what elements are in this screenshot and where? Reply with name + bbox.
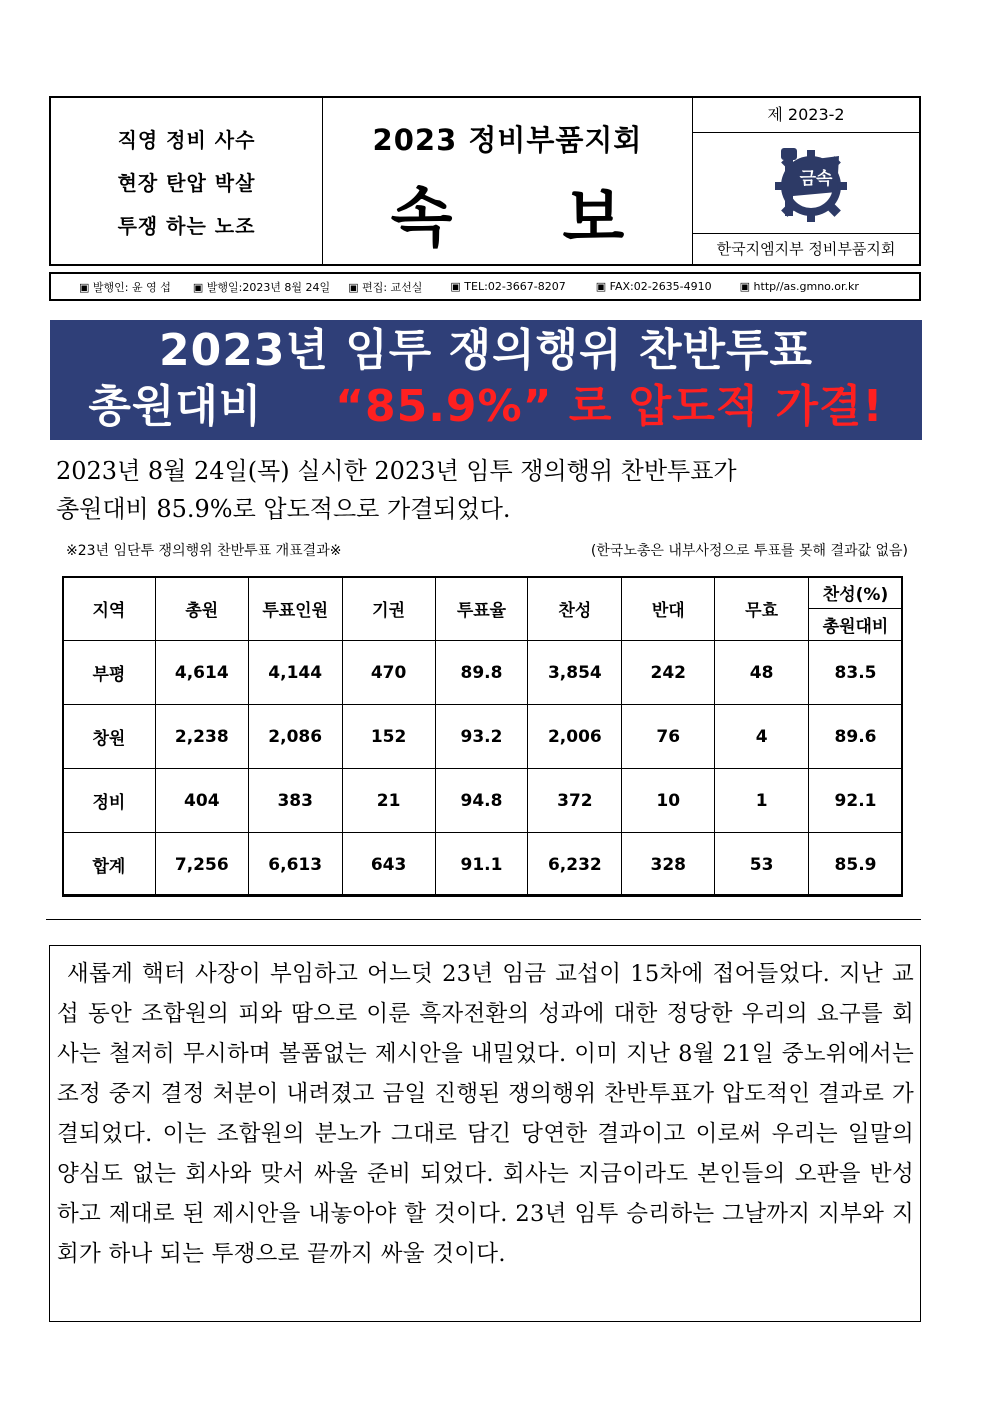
union-logo: [693, 133, 919, 233]
cell-total: 2,238: [155, 705, 248, 769]
headline-white-text: 총원대비: [88, 381, 263, 432]
fax: ▣ FAX:02-2635-4910: [595, 280, 712, 293]
header-yes: 찬성: [528, 577, 622, 641]
cell-abstain: 21: [342, 769, 435, 833]
table-row: [63, 769, 903, 833]
branch-name: 한국지엠지부 정비부품지회: [693, 233, 919, 264]
lead-line-2: 총원대비 85.9%로 압도적으로 가결되었다.: [56, 495, 511, 523]
website-link[interactable]: ▣ http//as.gmno.or.kr: [739, 280, 859, 293]
cell-no: 242: [622, 641, 715, 705]
table-row-total: [63, 833, 903, 897]
vote-results-table: [62, 576, 903, 897]
flash-heading: [323, 167, 692, 259]
flash-char-1: 속: [390, 182, 453, 256]
cell-no: 10: [622, 769, 715, 833]
cell-turnout: 93.2: [435, 705, 528, 769]
header-region: 지역: [63, 577, 156, 641]
flash-char-2: 보: [562, 182, 625, 256]
cell-invalid: 48: [715, 641, 809, 705]
publisher: ▣ 발행인: 윤 영 섭: [79, 280, 171, 294]
table-row: [63, 705, 903, 769]
cell-invalid: 4: [715, 705, 809, 769]
cell-region: 정비: [63, 769, 156, 833]
telephone: ▣ TEL:02-3667-8207: [450, 280, 566, 293]
cell-voters: 4,144: [248, 641, 342, 705]
lead-line-1: 2023년 8월 24일(목) 실시한 2023년 임투 쟁의행위 찬반투표가: [56, 457, 737, 485]
issue-panel: [693, 98, 919, 264]
table-remark: (한국노총은 내부사정으로 투표를 못해 결과값 없음): [590, 543, 908, 559]
cell-turnout: 89.8: [435, 641, 528, 705]
cell-region: 부평: [63, 641, 156, 705]
cell-approve-pct: 89.6: [809, 705, 903, 769]
slogan-panel: [51, 98, 323, 264]
cell-turnout: 94.8: [435, 769, 528, 833]
headline-line-2: [50, 378, 922, 436]
cell-approve-pct: 83.5: [809, 641, 903, 705]
newsletter-title: 2023 정비부품지회: [372, 123, 643, 157]
cell-total: 4,614: [155, 641, 248, 705]
table-caption: ※23년 임단투 쟁의행위 찬반투표 개표결과※: [66, 543, 342, 559]
publish-date: ▣ 발행일:2023년 8월 24일: [192, 280, 331, 294]
cell-voters: 2,086: [248, 705, 342, 769]
header-invalid: 무효: [715, 577, 809, 641]
cell-invalid: 53: [715, 833, 809, 897]
statement-text: 새롭게 핵터 사장이 부임하고 어느덧 23년 임금 교섭이 15차에 접어들었다. 지난 교섭 동안 조합원의 피와 땀으로 이룬 흑자전환의 성과에 대한 정당한 우리의 요구를 회사는 철저히 무시하며 볼품없는 제시안을 내밀었다. 이미 지난 8월 21일 중노위에서는 조정 중지 결정 처분이 내려졌고 금일 진행된 쟁의행위 찬반투표가 압도적인 결과로 가결되었다. 이는 조합원의 분노가 그대로 담긴 당연한 결과이고 이로써 우리는 일말의 양심도 없는 회사와 맞서 싸울 준비 되었다. 회사는 지금이라도 본인들의 오판을 반성하고 제대로 된 제시안을 내놓아야 할 것이다. 23년 임투 승리하는 그날까지 지부와 지회가 하나 되는 투쟁으로 끝까지 싸울 것이다.: [57, 961, 914, 1267]
cell-invalid: 1: [715, 769, 809, 833]
header-voters: 투표인원: [248, 577, 342, 641]
cell-no: 328: [622, 833, 715, 897]
cell-voters: 6,613: [248, 833, 342, 897]
slogan-1: 직영 정비 사수: [117, 127, 256, 152]
header-approve-sub: 총원대비: [809, 609, 903, 641]
table-notes: [66, 540, 908, 560]
publication-info-bar: [49, 272, 921, 301]
headline-red-text: “85.9%” 로 압도적 가결!: [335, 381, 884, 432]
headline-banner: [50, 320, 922, 440]
lead-paragraph: [56, 452, 926, 528]
cell-approve-pct: 92.1: [809, 769, 903, 833]
statement-box: [49, 945, 921, 1322]
issue-number: 제 2023-2: [693, 98, 919, 133]
slogan-3: 투쟁 하는 노조: [117, 213, 256, 238]
cell-region: 합계: [63, 833, 156, 897]
cell-yes: 372: [528, 769, 622, 833]
title-panel: [323, 98, 693, 264]
cell-total: 7,256: [155, 833, 248, 897]
metal-union-logo-icon: [763, 140, 849, 226]
header-abstain: 기권: [342, 577, 435, 641]
cell-abstain: 470: [342, 641, 435, 705]
header-turnout: 투표율: [435, 577, 528, 641]
cell-abstain: 643: [342, 833, 435, 897]
masthead: [49, 96, 921, 266]
cell-yes: 6,232: [528, 833, 622, 897]
cell-yes: 2,006: [528, 705, 622, 769]
table-row: [63, 641, 903, 705]
cell-voters: 383: [248, 769, 342, 833]
logo-text: 금속: [799, 169, 833, 189]
slogan-2: 현장 탄압 박살: [117, 170, 256, 195]
headline-line-1: 2023년 임투 쟁의행위 찬반투표: [159, 325, 813, 376]
cell-yes: 3,854: [528, 641, 622, 705]
cell-no: 76: [622, 705, 715, 769]
cell-turnout: 91.1: [435, 833, 528, 897]
header-approve-pct: 찬성(%): [809, 577, 903, 609]
editor: ▣ 편집: 교선실: [348, 280, 423, 294]
cell-region: 창원: [63, 705, 156, 769]
cell-approve-pct: 85.9: [809, 833, 903, 897]
cell-total: 404: [155, 769, 248, 833]
section-divider: [46, 919, 921, 920]
cell-abstain: 152: [342, 705, 435, 769]
header-no: 반대: [622, 577, 715, 641]
header-total: 총원: [155, 577, 248, 641]
